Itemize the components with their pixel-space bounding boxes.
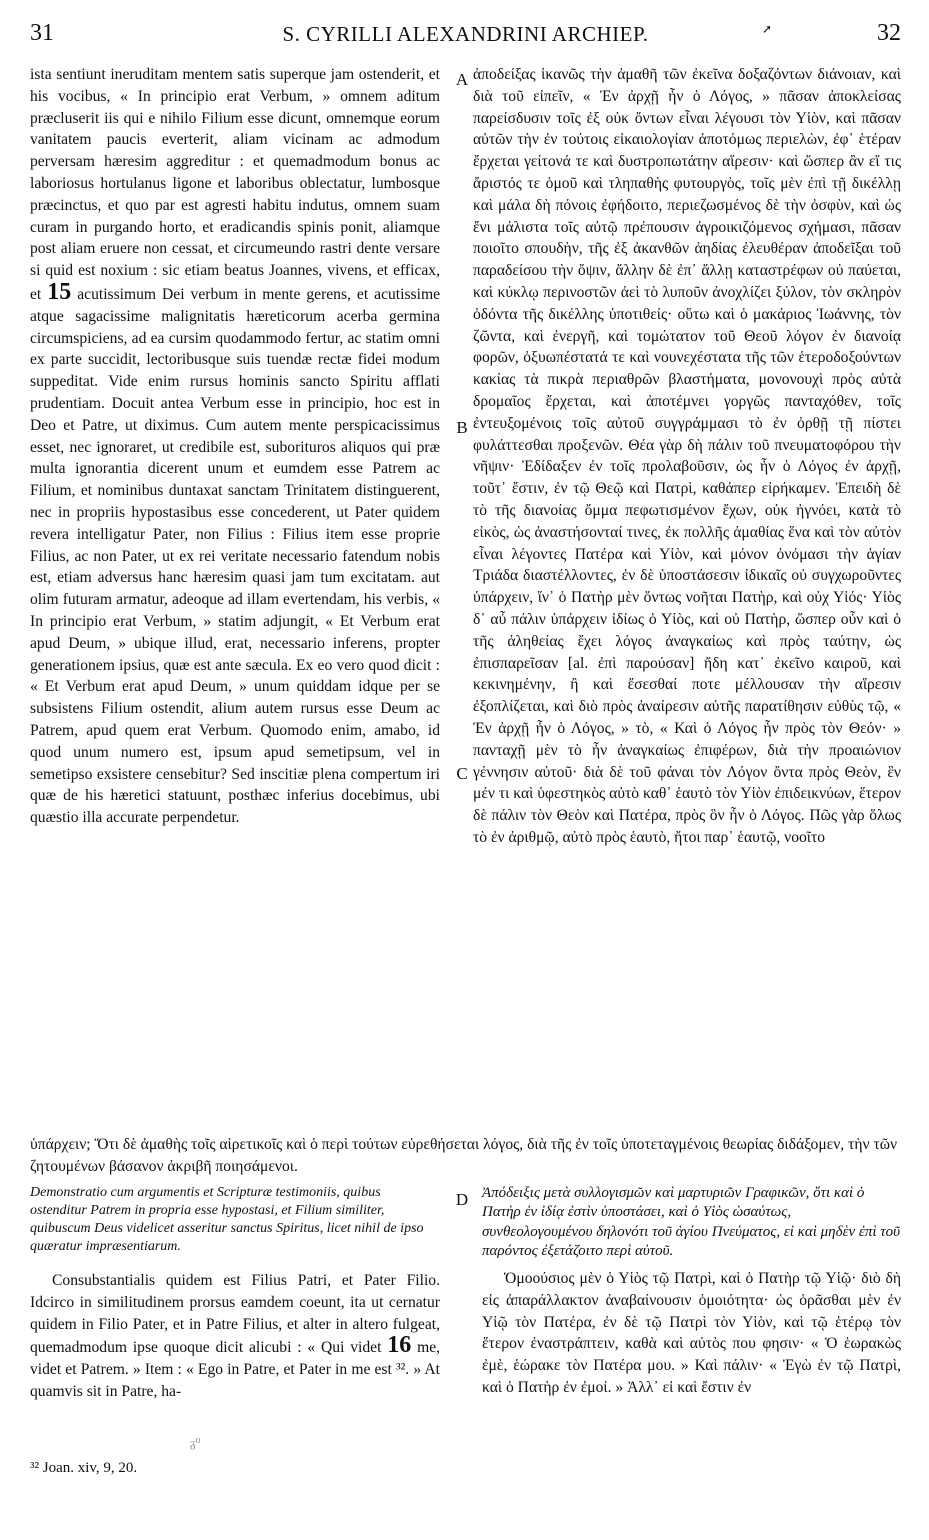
latin-paragraph [30, 64, 440, 829]
latin-text-1: ista sentiunt ineruditam mentem satis superque jam ostenderit, et his vocibus, « In principio erat Verbum, » omnem aditum præcluserit iis qui e nihilo Filium esse dicunt, omnemque eorum vanitatem paucis everterit, aliam vicinam ac admodum perversam hæresim aggreditur : et quemadmodum bonus ac laboriosus hortulanus ligone et laboribus oblectatur, lumbosque præcinctus, et quo par est agresti habitu indutus, omnem suam curam in purgando horto, et eradicandis spinis ponit, aliamque post aliam eruere non cessat, et circumeundo rastri dente versare si quid est noxium : sic etiam beatus Joannes, vivens, et efficax, et [30, 66, 440, 303]
running-title: S. CYRILLI ALEXANDRINI ARCHIEP. [282, 22, 649, 46]
margin-letter-b: B [456, 418, 468, 437]
greek-section-paragraph: Ὁμοούσιος μὲν ὁ Υἱὸς τῷ Πατρὶ, καὶ ὁ Πατὴρ τῷ Υἱῷ· διὸ δὴ εἰς ἀπαράλλακτον ἀναβαίνουσιν ὁμοιότητα· ὡς ὁρᾶσθαι μὲν ἐν Υἱῷ τὸν Πατέρα, ἐν δὲ τῷ Πατρὶ τὸν Υἱὸν, καὶ τῷ ἑτέρῳ τὸν ἕτερον ἐναστράπτειν, καθὰ καὶ αὐτὸς που φησιν· « Ὁ ἑωρακὼς ἐμὲ, ἑώρακε τὸν Πατέρα μου. » Καὶ πάλιν· « Ἐγὼ ἐν τῷ Πατρὶ, καὶ ὁ Πατὴρ ἐν ἐμοί. » Ἀλλ᾽ εἰ καὶ ἔστιν ἐν [482, 1270, 901, 1396]
latin-section-heading [30, 1184, 435, 1256]
latin-heading-text: Demonstratio cum argumentis et Scripturæ testimoniis, quibus ostenditur Patrem in propria esse hypostasi, et Filium similiter, quibuscum Deus videlicet asseritur sanctus Spiritus, licet nihil de ipso quæratur impræsentiarum. [30, 1185, 424, 1254]
greek-paragraph: ἀποδείξας ἱκανῶς τὴν ἀμαθῆ τῶν ἐκεῖνα δοξαζόντων διάνοιαν, καὶ διὰ τοῦ εἰπεῖν, « Ἐν ἀρχῇ ἦν ὁ Λόγος, » πᾶσαν ἀποκλείσας παρείσδυσιν τοῖς ἐξ οὐκ ὄντων εἶναι λέγουσι τὸν Υἱὸν, καὶ πᾶσαν αὐτῶν τὴν ἐν τούτοις εἰκαιολογίαν ἀποτόμως περιελὼν, ἐφ᾽ ἑτέραν ἔρχεται γείτονά τε καὶ δυστροπωτάτην αἵρεσιν· καὶ ὥσπερ ἂν εἴ τις ἄριστός τε ὁμοῦ καὶ τληπαθὴς φυτουργὸς, τοῖς μὲν ἐπὶ τῇ δικέλλῃ καὶ μάλα δὴ πόνοις ἐφήδοιτο, περιεζωσμένος δὲ τὴν ὀσφὺν, καὶ ὡς ἔνι μάλιστα τοῖς αὐτῷ πρέπουσιν ἀγροικιζόμενος σχήμασι, πᾶσαν ποιοῖτο σπουδὴν, τῆς ἐξ ἀκανθῶν ἀηδίας ἐλευθέραν ἀποδεῖξαι τοῦ παραδείσου τὴν ὄψιν, ἄλλην δὲ ἐπ᾽ ἄλλῃ καταστρέφων οὐ παύεται, καὶ κύκλῳ περινοστῶν ἀεὶ τὸ λυποῦν ἀνοχλίζει ξύλον, τὸν σκληρὸν ὀδόντα τῆς δικέλλης ὑποτιθείς· οὕτω καὶ ὁ μακάριος Ἰωάννης, τὸν ζῶντα, καὶ ἐνεργῆ, καὶ τομώτατον τοῦ Θεοῦ λόγον ἐν διανοίᾳ φορῶν, ὀξυωπέστατά τε καὶ νουνεχέστατα τῆς τῶν ἑτεροδοξούντων κακίας τὰ πικρὰ περιαθρῶν βλαστήματα, μονονουχὶ πρὸς αὐτὰ δρομαῖος ἔρχεται, καὶ ἀποτέμνει γοργῶς πανταχόθεν, τοῖς ἐντευξομένοις τοῖς αὐτοῦ συγγράμμασι τὸ ἐν ὀρθῇ τῇ πίστει φυλάττεσθαι προξενῶν. Θέα γὰρ δὴ πάλιν τοῦ πνευματοφόρου τὴν νῆψιν· Ἐδίδαξεν ἐν τοῖς προλαβοῦσιν, ὡς ἦν ὁ Λόγος ἐν ἀρχῇ, τοῦτ᾽ ἔστιν, ἐν τῷ Θεῷ καὶ Πατρὶ, καθάπερ εἰρήκαμεν. Ἐπειδὴ δὲ τὸ τῆς διανοίας ὄμμα πεφωτισμένον ἔχων, οὐκ ἠγνόει, κατὰ τὸ εἰκὸς, ὡς ἀναστήσονταί τινες, ἐκ πολλῆς ἀμαθίας ἕνα καὶ τὸν αὐτὸν εἶναι λέγοντες Πατέρα καὶ Υἱὸν, καὶ μόνον ὀνόμασι τὴν ἁγίαν Τριάδα διαστέλλοντες, ἐν δὲ ὑποστάσεσιν ἰδικαῖς οὐ συγχωροῦντες ὑπάρχειν, ἵν᾽ ὁ Πατὴρ μὲν ὄντως νοῆται Πατὴρ, καὶ οὐχ Υἱός· Υἱὸς δ᾽ αὖ πάλιν ὑπάρχειν ἰδίως ὁ Υἱὸς, καὶ οὐ Πατὴρ, ὥσπερ οὖν καὶ ὁ τῆς ἀληθείας ἔχει λόγος ἀναγκαίως καὶ πρὸς ταύτην, ὡς ἐπισπαρεῖσαν [al. ἐπὶ παρούσαν] ἤδη κατ᾽ ἐκεῖνο καιροῦ, καὶ κεκινημένην, ἢ καὶ ἔσεσθαί ποτε μέλλουσαν τὴν αἵρεσιν ἐξοπλίζεται, καὶ διὸ πρὸς ἀναίρεσιν αὐτῆς παρατίθησιν εὐθὺς τῷ, « Ἐν ἀρχῇ ἦν ὁ Λόγος, » τὸ, « Καὶ ὁ Λόγος ἦν πρὸς τὸν Θεόν· » πανταχῇ μὲν τὸ ἦν ἀναγκαίως ἐπιφέρων, διὰ τὴν προαιώνιον γέννησιν αὐτοῦ· διὰ δὲ τοῦ φάναι τὸν Λόγον ὄντα πρὸς Θεὸν, ἓν μέν τι καὶ ὑφεστηκὸς αὐτὸ καθ᾽ ἑαυτὸ τὸν Υἱὸν ἐπιδεικνύων, ἕτερον δὲ πάλιν τὸν Θεὸν καὶ Πατέρα, πρὸς ὃν ἦν ὁ Λόγος. Πῶς γὰρ ὅλως τὸ ἐν ἀριθμῷ, αὐτὸ πρὸς ἑαυτὸ, ἤτοι παρ᾽ ἑαυτῷ, νοοῖτο [473, 66, 901, 846]
margin-letter-d: D [455, 1190, 469, 1209]
margin-letter-a: A [455, 70, 469, 89]
column-number-15: 15 [47, 278, 72, 305]
margin-letter-c: C [456, 764, 468, 783]
latin-section-body [30, 1270, 440, 1403]
greek-section-body [482, 1268, 901, 1399]
greek-heading-text: Ἀπόδειξις μετὰ συλλογισμῶν καὶ μαρτυριῶν Γραφικῶν, ὅτι καὶ ὁ Πατὴρ ἐν ἰδίᾳ ἐστὶν ὑποστάσει, καὶ ὁ Υἱὸς ὡσαύτως, συνθεολογουμένου δηλονότι τοῦ ἁγίου Πνεύματος, εἰ καὶ μηδὲν ἐπὶ τοῦ παρόντος ἐξετάζοιτο περὶ αὐτοῦ. [482, 1185, 901, 1260]
pencil-mark: ➚ [762, 22, 773, 36]
page-header [30, 12, 901, 48]
footnote: ³² Joan. xiv, 9, 20. [30, 1460, 138, 1476]
greek-column [473, 64, 901, 849]
greek-continuation [30, 1134, 901, 1178]
pencil-annotation: ᵹ⁰ [190, 1436, 201, 1450]
column-number-16: 16 [387, 1332, 412, 1359]
latin-column [30, 64, 440, 829]
greek-continuation-text: ὑπάρχειν; Ὅτι δὲ ἀμαθὴς τοῖς αἱρετικοῖς καὶ ὁ περὶ τούτων εὑρεθήσεται λόγος, διὰ τῆς ἐν τοῖς ὑποτεταγμένοις θεωρίας διδάξομεν, τὴν τῶν ζητουμένων βάσανον ἀκριβῆ ποιησάμενοι. [30, 1136, 898, 1175]
latin-section-text-2: me, videt et Patrem. » Item : « Ego in Patre, et Pater in me est ³². » At quamvis sit in Patre, ha- [30, 1339, 441, 1400]
page-number-right: 32 [877, 20, 901, 46]
greek-section-heading [482, 1184, 901, 1262]
latin-section-paragraph [30, 1270, 440, 1403]
page-number-left: 31 [30, 20, 54, 46]
latin-section-text-1: Consubstantialis quidem est Filius Patri, et Pater Filio. Idcirco in similitudinem prorsus eamdem coeunt, ita ut cernatur quidem in Filio Pater, et in Patre Filius, et alter in altero fulgeat, quemadmodum ipse quoque dicit alicubi : « Qui videt [30, 1272, 440, 1357]
latin-text-2: acutissimum Dei verbum in mente gerens, et acutissime atque sagacissime malignitatis hæreticorum acerba germina circumspiciens, ad ea cursim quodammodo fertur, ac statim omni ex parte succidit, lectoribusque suis tuendæ rectæ fidei modum suppeditat. Vide enim rursus hominis sancto Spiritu afflati prudentiam. Docuit antea Verbum esse in principio, hoc est in Deo et Patre, ut diximus. Cum autem mente perspicacissimus esset, nec ignoraret, ut credibile est, suborituros aliquos qui præ multa ignorantia dicerent unum et eumdem esse Patrem ac Filium, et nominibus duntaxat sanctam Trinitatem distinguerent, nec in propriis hypostasibus esse concederent, ut Pater quidem revera intelligatur Pater, non Filius : Filius item esse proprie Filius, ac non Pater, ut ex rei veritate necessario fatendum nobis est, etiam adversus hanc hæresim quasi jam tum excitatam. aut olim futuram armatur, adeoque ad illam evertendam, his verbis, « In principio erat Verbum, » statim adjungit, « Et Verbum erat apud Deum, » ubique illud, erat, necessario inferens, propter generationem ipsius, quæ est ante sæcula. Ex eo vero quod dicit : « Et Verbum erat apud Deum, » unum quiddam idque per se subsistens Filium ostendit, alium autem rursus esse Deum ac Patrem, apud quem erat Verbum. Quomodo enim, amabo, id quod unum numero est, ipsum apud semetipsum, vel in semetipso exsistere censebitur? Sed inscitiæ plena compertum iri quæ de his hæretici statuunt, posthæc inferius docebimus, ubi quæstio illa accurate perpendetur. [30, 285, 440, 827]
